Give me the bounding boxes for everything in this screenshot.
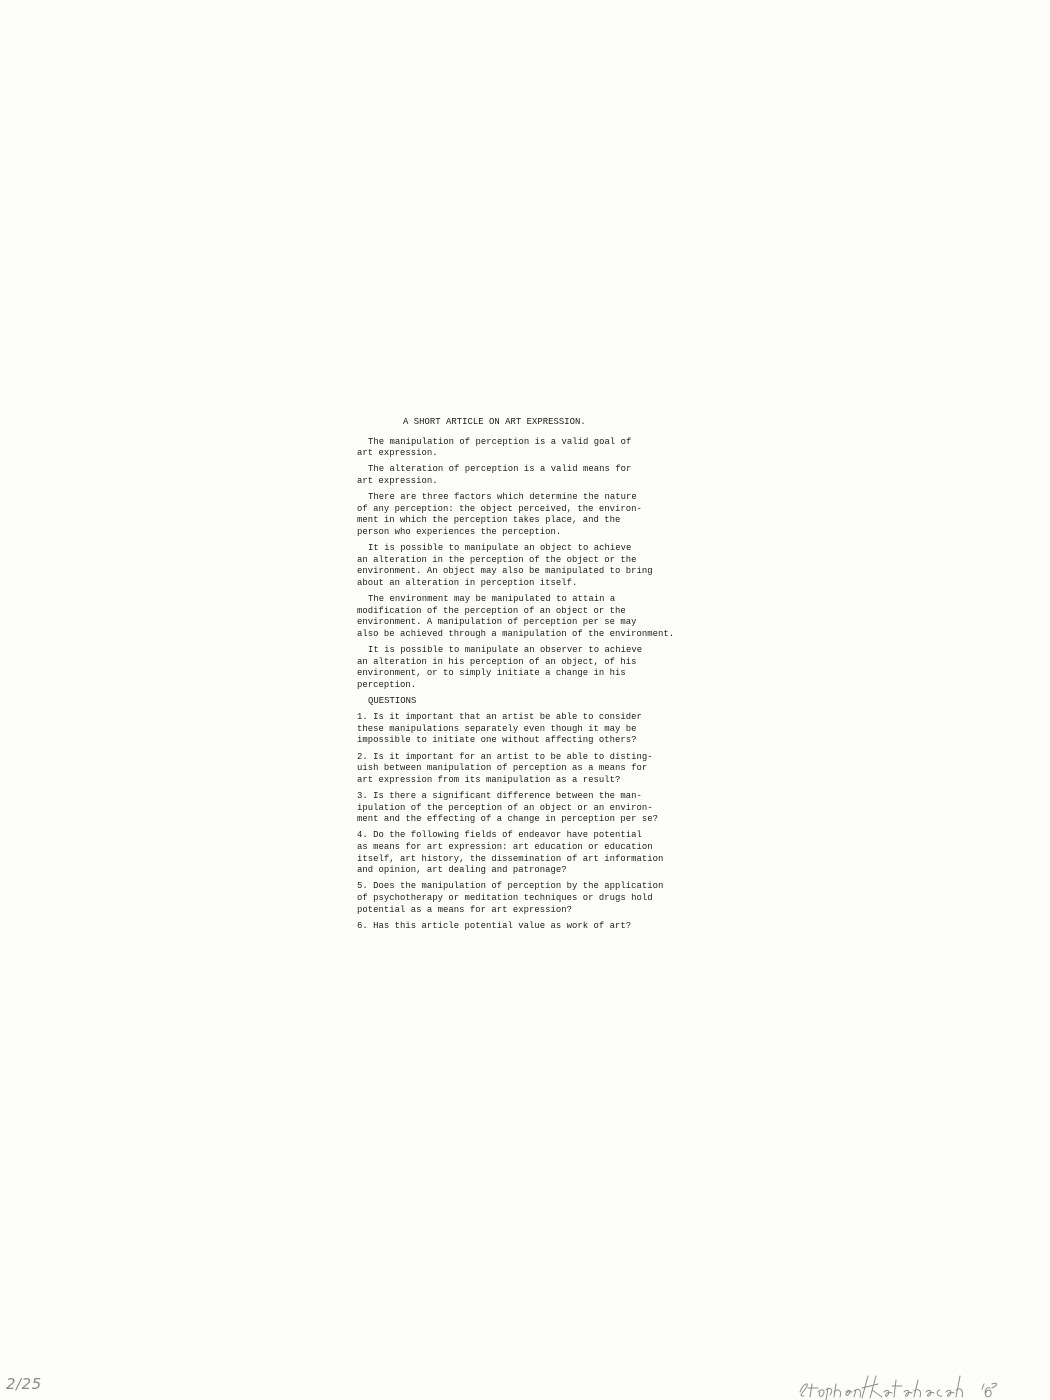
paragraph-line: art expression. bbox=[357, 448, 438, 459]
paragraph-line: There are three factors which determine the nature bbox=[368, 492, 637, 503]
article-paragraph bbox=[357, 437, 702, 460]
question-line: itself, art history, the dissemination of art information bbox=[357, 853, 664, 864]
article-paragraph bbox=[357, 594, 702, 640]
question-line: 6. Has this article potential value as work of art? bbox=[357, 920, 632, 931]
paragraph-line: also be achieved through a manipulation of the environment. bbox=[357, 628, 675, 639]
paragraph-line: about an alteration in perception itself. bbox=[357, 577, 578, 588]
edition-number: 2/25 bbox=[6, 1375, 42, 1393]
paragraph-line: perception. bbox=[357, 679, 417, 690]
question-line: 4. Do the following fields of endeavor have potential bbox=[357, 830, 642, 841]
question-item bbox=[357, 881, 702, 916]
question-line: of psychotherapy or meditation techniques or drugs hold bbox=[357, 892, 653, 903]
paragraph-line: environment. A manipulation of perception per se may bbox=[357, 617, 637, 628]
article-paragraph bbox=[357, 492, 702, 538]
paragraph-line: It is possible to manipulate an object to achieve bbox=[368, 543, 632, 554]
paragraph-line: It is possible to manipulate an observer to achieve bbox=[368, 645, 643, 656]
question-line: 5. Does the manipulation of perception by the application bbox=[357, 881, 664, 892]
paragraph-line: an alteration in the perception of the object or the bbox=[357, 554, 637, 565]
typed-article bbox=[357, 417, 702, 937]
paragraph-line: person who experiences the perception. bbox=[357, 526, 562, 537]
paragraph-line: environment. An object may also be manipulated to bring bbox=[357, 566, 653, 577]
question-list bbox=[357, 712, 702, 932]
question-line: ment and the effecting of a change in perception per se? bbox=[357, 814, 659, 825]
question-line: potential as a means for art expression? bbox=[357, 904, 573, 915]
paragraph-line: The alteration of perception is a valid means for bbox=[368, 464, 632, 475]
questions-heading: QUESTIONS bbox=[368, 696, 417, 707]
question-item bbox=[357, 830, 702, 876]
article-paragraph bbox=[357, 645, 702, 691]
question-line: 1. Is it important that an artist be able to consider bbox=[357, 712, 642, 723]
paragraph-line: ment in which the perception takes place, and the bbox=[357, 515, 621, 526]
article-paragraph bbox=[357, 543, 702, 589]
question-item bbox=[357, 921, 702, 933]
paragraph-line: an alteration in his perception of an object, of his bbox=[357, 656, 637, 667]
question-item bbox=[357, 791, 702, 826]
question-line: uish between manipulation of perception as a means for bbox=[357, 763, 648, 774]
article-paragraphs bbox=[357, 437, 702, 692]
question-item bbox=[357, 712, 702, 747]
question-item bbox=[357, 752, 702, 787]
paragraph-line: modification of the perception of an object or the bbox=[357, 605, 626, 616]
question-line: impossible to initiate one without affecting others? bbox=[357, 735, 637, 746]
question-line: as means for art expression: art education or education bbox=[357, 841, 653, 852]
question-line: ipulation of the perception of an object or an environ- bbox=[357, 802, 653, 813]
question-line: art expression from its manipulation as a result? bbox=[357, 774, 621, 785]
paragraph-line: The manipulation of perception is a valid goal of bbox=[368, 436, 632, 447]
paragraph-line: art expression. bbox=[357, 475, 438, 486]
question-line: 2. Is it important for an artist to be able to disting- bbox=[357, 751, 653, 762]
paragraph-line: environment, or to simply initiate a change in his bbox=[357, 668, 626, 679]
paragraph-line: The environment may be manipulated to attain a bbox=[368, 594, 616, 605]
article-title: A SHORT ARTICLE ON ART EXPRESSION. bbox=[403, 417, 586, 427]
article-paragraph bbox=[357, 464, 702, 487]
artist-signature bbox=[796, 1370, 1026, 1400]
question-line: and opinion, art dealing and patronage? bbox=[357, 865, 567, 876]
paragraph-line: of any perception: the object perceived, the environ- bbox=[357, 503, 642, 514]
question-line: these manipulations separately even though it may be bbox=[357, 723, 637, 734]
question-line: 3. Is there a significant difference between the man- bbox=[357, 790, 642, 801]
